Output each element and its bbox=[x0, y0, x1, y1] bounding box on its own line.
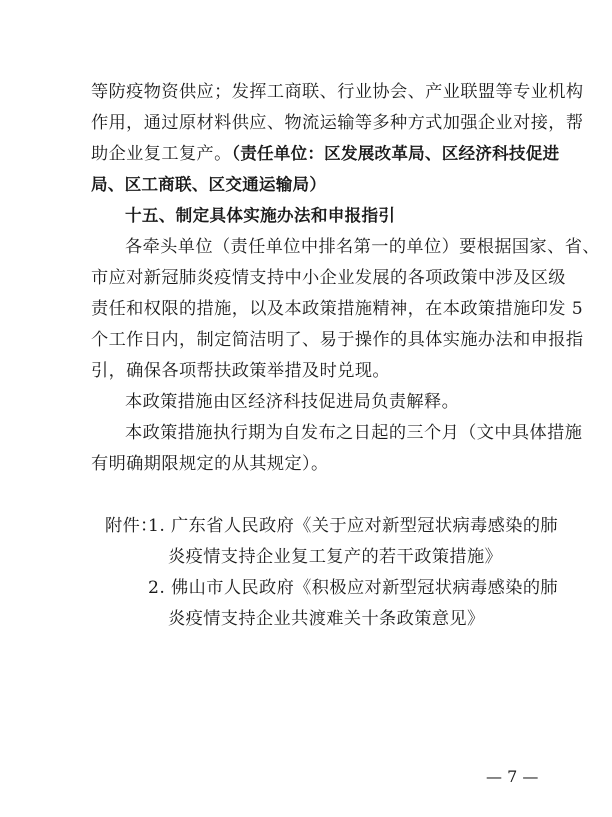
interpretation-statement: 本政策措施由区经济科技促进局负责解释。 bbox=[125, 392, 460, 412]
paragraph-line: 各牵头单位（责任单位中排名第一的单位）要根据国家、省、 bbox=[125, 237, 600, 257]
validity-statement: 本政策措施执行期为自发布之日起的三个月（文中具体措施 bbox=[125, 423, 583, 443]
page-number: — 7 — bbox=[486, 767, 539, 786]
paragraph-line: 等防疫物资供应；发挥工商联、行业协会、产业联盟等专业机构 bbox=[91, 82, 584, 102]
validity-statement: 有明确期限规定的从其规定）。 bbox=[91, 454, 329, 474]
paragraph-line: 作用，通过原材料供应、物流运输等多种方式加强企业对接，帮 bbox=[91, 113, 584, 133]
section-heading: 十五、制定具体实施办法和申报指引 bbox=[125, 206, 396, 225]
attachments-label: 附件： bbox=[105, 516, 158, 536]
paragraph-line: 市应对新冠肺炎疫情支持中小企业发展的各项政策中涉及区级 bbox=[91, 268, 566, 288]
attachment-item-2: 2. 佛山市人民政府《积极应对新型冠状病毒感染的肺 bbox=[148, 578, 558, 598]
responsible-units: （责任单位：区发展改革局、区经济科技促进 bbox=[231, 144, 560, 163]
attachment-item-1: 炎疫情支持企业复工复产的若干政策措施》 bbox=[168, 547, 503, 567]
paragraph-line: 责任和权限的措施，以及本政策措施精神，在本政策措施印发 5 bbox=[91, 299, 584, 319]
responsible-units: 局、区工商联、区交通运输局） bbox=[91, 175, 327, 194]
paragraph-line: 个工作日内，制定简洁明了、易于操作的具体实施办法和申报指 bbox=[91, 330, 584, 350]
paragraph-text: 助企业复工复产。 bbox=[91, 144, 232, 164]
attachment-item-2: 炎疫情支持企业共渡难关十条政策意见》 bbox=[168, 609, 485, 629]
paragraph-line bbox=[91, 142, 559, 166]
attachment-item-1: 1. 广东省人民政府《关于应对新型冠状病毒感染的肺 bbox=[148, 516, 558, 536]
paragraph-line: 引，确保各项帮扶政策举措及时兑现。 bbox=[91, 361, 390, 381]
